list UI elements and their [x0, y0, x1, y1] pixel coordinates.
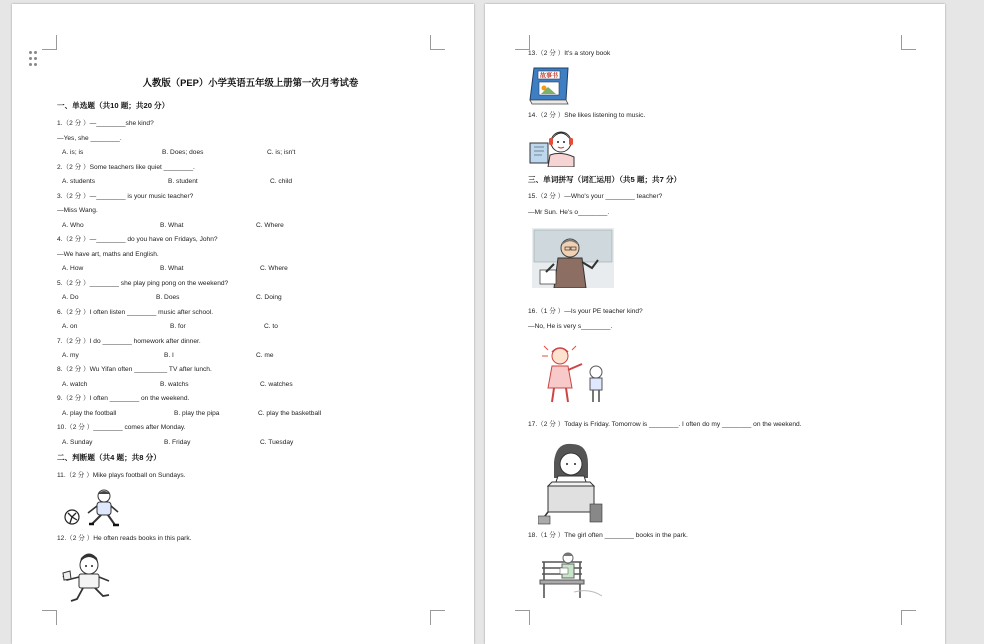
- book-cover-label: 故事书: [539, 72, 559, 80]
- option-a: A. play the football: [62, 410, 117, 417]
- option-a: A. Who: [62, 222, 84, 229]
- question-17: 17.（2 分 ）Today is Friday. Tomorrow is ________. I often do my ________ on the weekend.: [528, 421, 802, 428]
- option-c: C. child: [270, 178, 292, 185]
- crop-mark: [42, 35, 57, 50]
- option-b: B. I: [164, 352, 174, 359]
- option-c: C. Where: [260, 265, 288, 272]
- girl-listening-music-image: [528, 127, 578, 167]
- option-c: C. watches: [260, 381, 293, 388]
- option-a: A. Do: [62, 294, 79, 301]
- question-14: 14.（2 分 ）She likes listening to music.: [528, 112, 646, 119]
- option-c: C. Tuesday: [260, 439, 294, 446]
- crop-mark: [430, 610, 445, 625]
- document-page-right: [485, 4, 945, 644]
- question-1-reply: —Yes, she ________.: [57, 135, 122, 142]
- question-15-reply: —Mr Sun. He's o________.: [528, 209, 610, 216]
- section-heading: 一、单选题（共10 题；共20 分）: [57, 101, 170, 110]
- option-b: B. for: [170, 323, 186, 330]
- question-7: 7.（2 分 ）I do ________ homework after dinner.: [57, 338, 201, 345]
- old-teacher-image: [532, 228, 614, 288]
- option-a: A. my: [62, 352, 79, 359]
- question-3-reply: —Miss Wang.: [57, 207, 98, 214]
- option-a: A. watch: [62, 381, 88, 388]
- question-4-reply: —We have art, maths and English.: [57, 251, 159, 258]
- question-10: 10.（2 分 ）________ comes after Monday.: [57, 424, 186, 431]
- option-b: B. Does; does: [162, 149, 204, 156]
- option-b: B. play the pipa: [174, 410, 220, 417]
- question-4: 4.（2 分 ）—________ do you have on Fridays, John?: [57, 236, 218, 243]
- question-1: 1.（2 分 ）—________she kind?: [57, 120, 154, 127]
- crop-mark: [901, 610, 916, 625]
- section-heading: 三、单词拼写（词汇运用）（共5 题；共7 分）: [528, 175, 682, 184]
- question-9: 9.（2 分 ）I often ________ on the weekend.: [57, 395, 190, 402]
- option-b: B. What: [160, 265, 184, 272]
- option-c: C. play the basketball: [258, 410, 322, 417]
- option-b: B. Does: [156, 294, 180, 301]
- question-16: 16.（1 分 ）—Is your PE teacher kind?: [528, 308, 643, 315]
- section-heading: 二、判断题（共4 题；共8 分）: [57, 453, 161, 462]
- option-a: A. is; is: [62, 149, 84, 156]
- option-c: C. me: [256, 352, 274, 359]
- story-book-image: [528, 66, 572, 106]
- question-3: 3.（2 分 ）—________ is your music teacher?: [57, 193, 194, 200]
- girl-doing-homework-image: [538, 442, 604, 526]
- question-16-reply: —No, He is very s________.: [528, 323, 613, 330]
- strict-teacher-image: [540, 342, 620, 406]
- girl-reading-in-park-image: [538, 548, 608, 600]
- option-b: B. What: [160, 222, 184, 229]
- question-13: 13.（2 分 ）It's a story book: [528, 50, 611, 57]
- crop-mark: [515, 35, 530, 50]
- crop-mark: [515, 610, 530, 625]
- document-page-left: [12, 4, 474, 644]
- option-c: C. to: [264, 323, 278, 330]
- crop-mark: [42, 610, 57, 625]
- question-11: 11.（2 分 ）Mike plays football on Sundays.: [57, 472, 186, 479]
- question-18: 18.（1 分 ）The girl often ________ books in the park.: [528, 532, 688, 539]
- option-b: B. Friday: [164, 439, 191, 446]
- crop-mark: [901, 35, 916, 50]
- option-c: C. Where: [256, 222, 284, 229]
- option-c: C. is; isn't: [267, 149, 296, 156]
- page-title: 人教版（PEP）小学英语五年级上册第一次月考试卷: [142, 77, 359, 88]
- option-a: A. Sunday: [62, 439, 93, 446]
- boy-playing-football-image: [62, 486, 124, 528]
- option-a: A. on: [62, 323, 78, 330]
- crop-mark: [430, 35, 445, 50]
- question-8: 8.（2 分 ）Wu Yifan often _________ TV after lunch.: [57, 366, 212, 373]
- question-15: 15.（2 分 ）—Who's your ________ teacher?: [528, 193, 663, 200]
- option-b: B. watchs: [160, 381, 189, 388]
- question-6: 6.（2 分 ）I often listen ________ music after school.: [57, 309, 214, 316]
- drag-handle-icon[interactable]: [29, 51, 39, 67]
- option-a: A. students: [62, 178, 95, 185]
- option-a: A. How: [62, 265, 84, 272]
- question-12: 12.（2 分 ）He often reads books in this park.: [57, 535, 192, 542]
- question-2: 2.（2 分 ）Some teachers like quiet ________.: [57, 164, 195, 171]
- boy-reading-image: [61, 549, 119, 605]
- question-5: 5.（2 分 ）________ she play ping pong on the weekend?: [57, 280, 229, 287]
- option-b: B. student: [168, 178, 198, 185]
- option-c: C. Doing: [256, 294, 282, 301]
